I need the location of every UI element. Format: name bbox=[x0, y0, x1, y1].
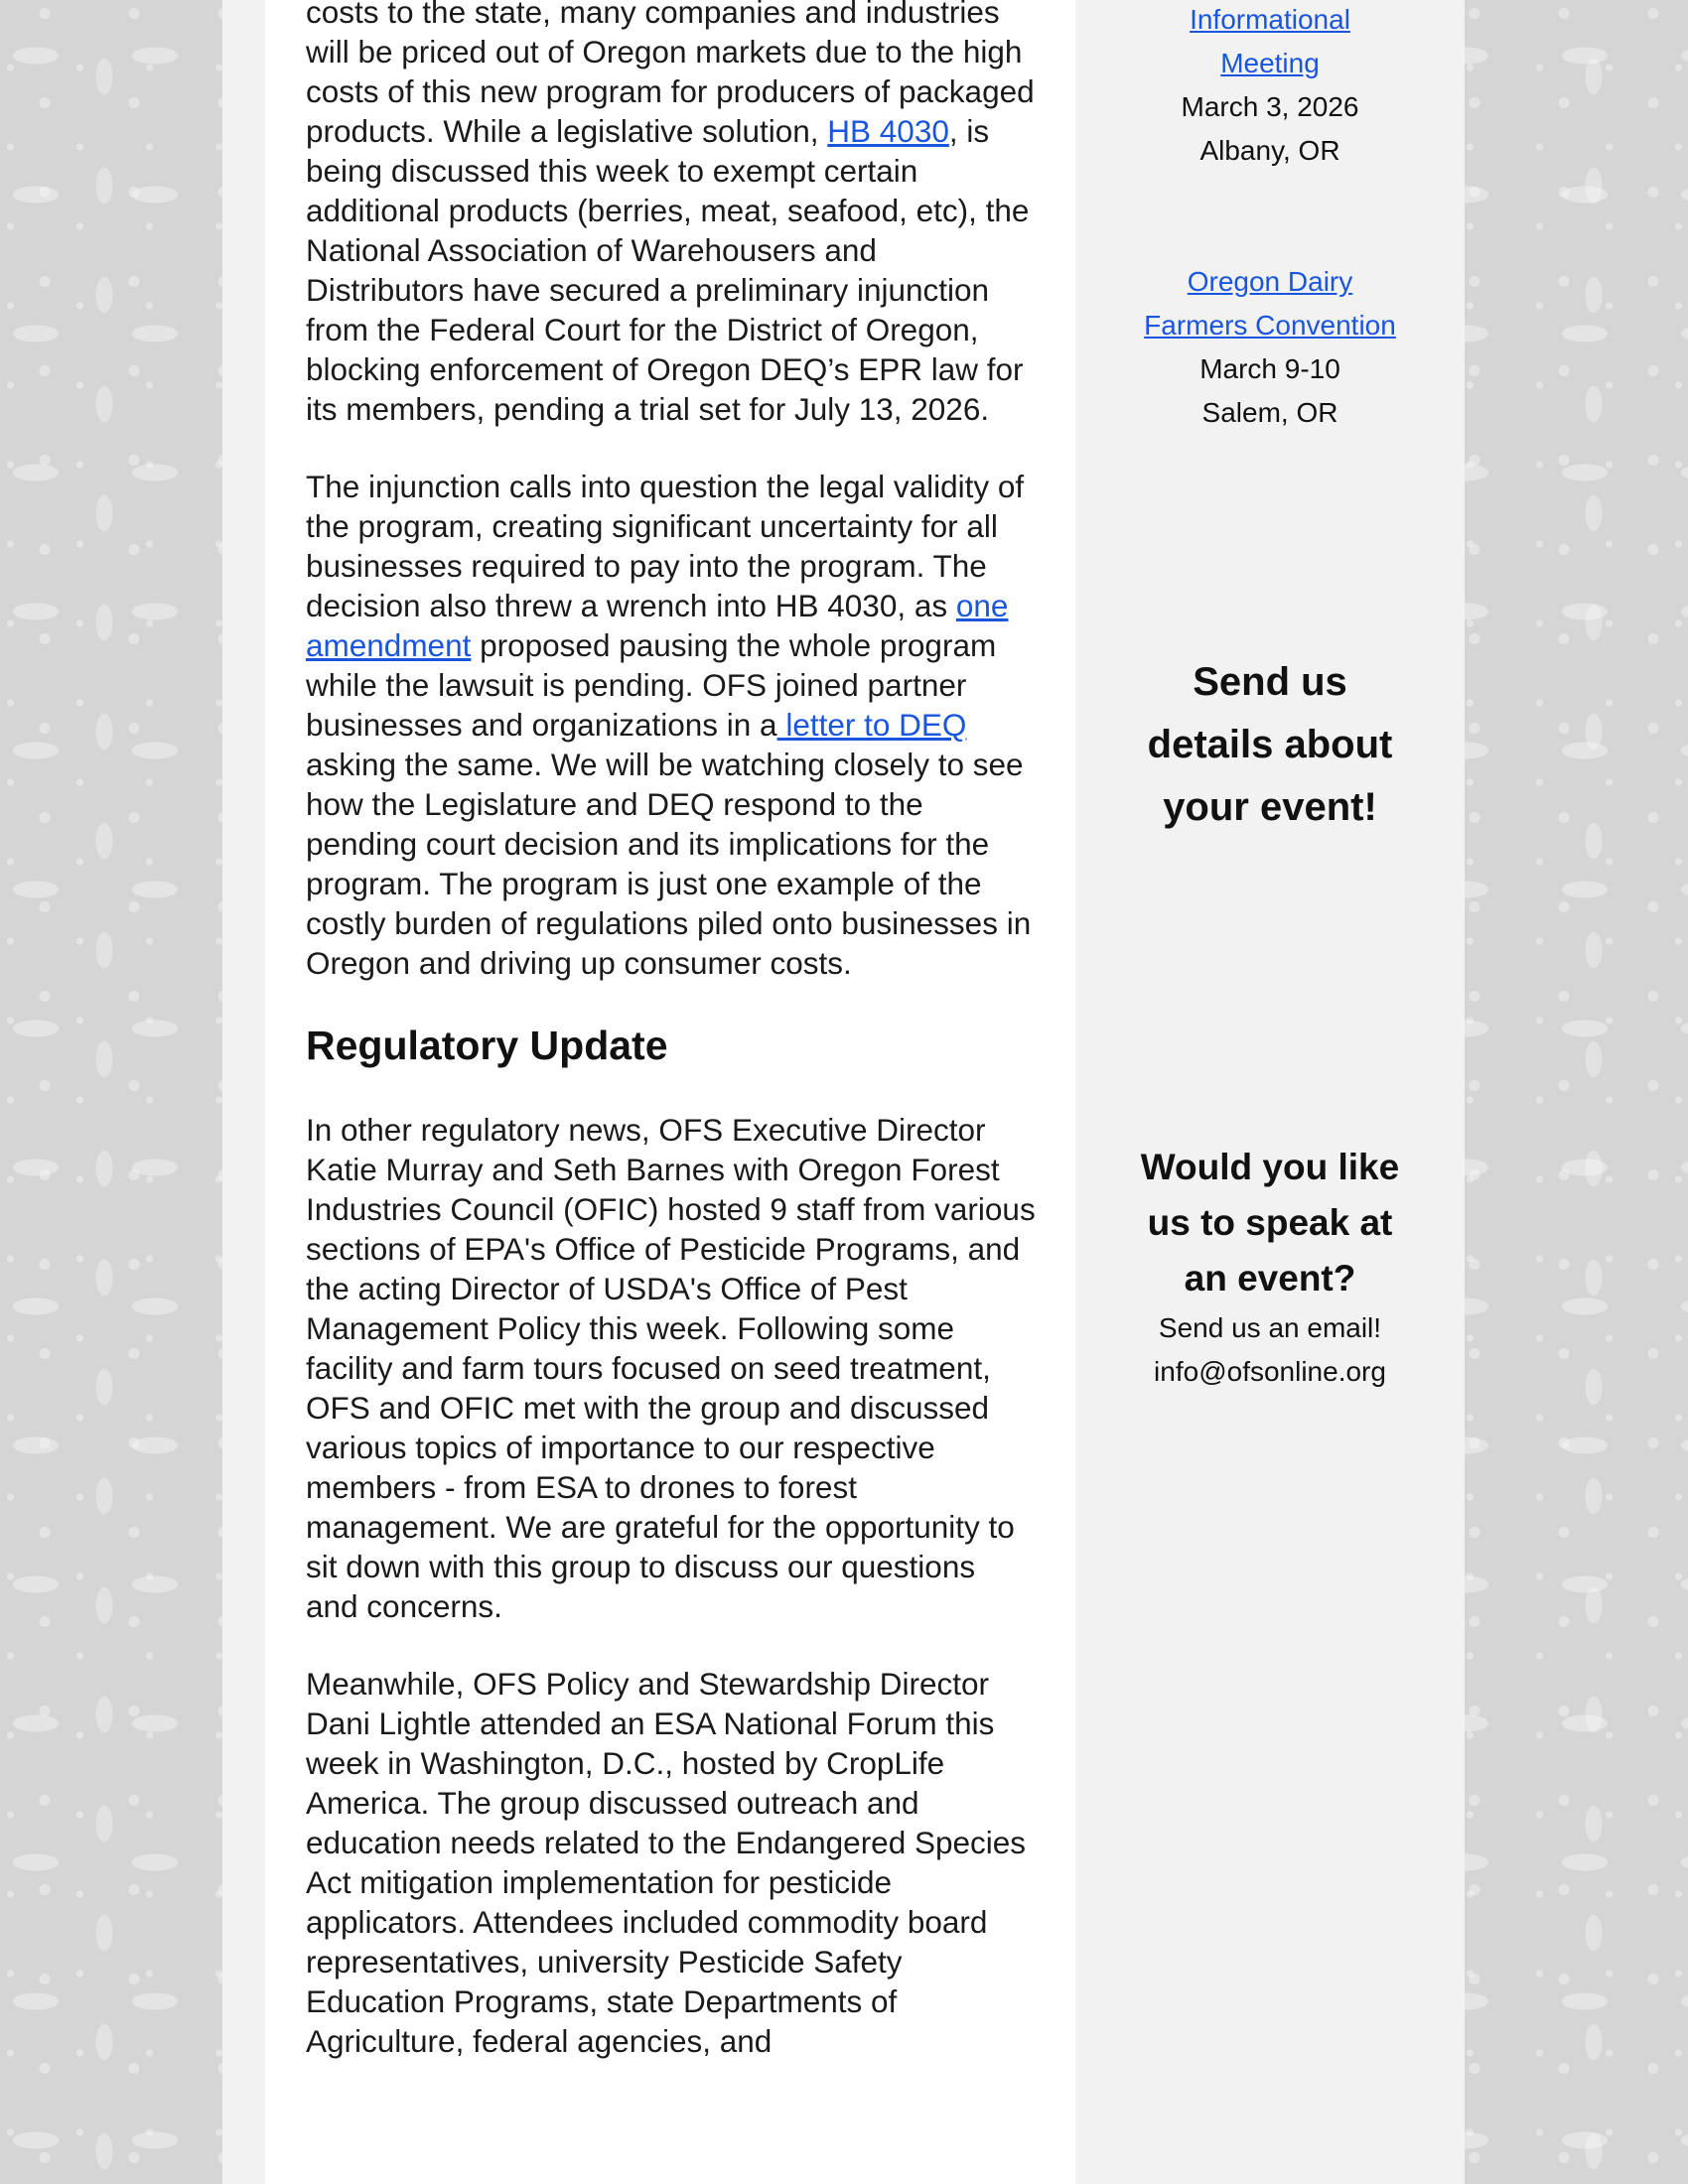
email-prompt: Send us an email! bbox=[1158, 1312, 1382, 1343]
paragraph-injunction: The injunction calls into question the legal validity of the program, creating significant uncertainty for all businesses required to pay into the program. The decision also threw a wrench into HB 4030, as one amendment proposed pausing the whole program while the lawsuit is pending. OFS joined partner businesses and organizations in a letter to DEQ asking the same. We will be watching closely to see how the Legislature and DEQ respond to the pending court decision and its implications for the program. The program is just one example of the costly burden of regulations piled onto businesses in Oregon and driving up consumer costs. bbox=[306, 469, 1032, 981]
sidebar bbox=[1075, 0, 1465, 2184]
one-amendment-link[interactable]: one amendment bbox=[306, 588, 1009, 663]
event-date: March 9-10 bbox=[1199, 353, 1340, 384]
paragraph-epr-cost: costs to the state, many companies and industries will be priced out of Oregon markets due to the high costs of this new program for producers of packaged products. While a legislative solution, HB 4030, is being discussed this week to exempt certain additional products (berries, meat, seafood, etc), the National Association of Warehousers and Distributors have secured a preliminary injunction from the Federal Court for the District of Oregon, blocking enforcement of Oregon DEQ’s EPR law for its members, pending a trial set for July 13, 2026. bbox=[306, 0, 1035, 427]
speak-at-event-callout bbox=[1075, 1140, 1465, 1394]
paragraph-epa-visit: In other regulatory news, OFS Executive Director Katie Murray and Seth Barnes with Oregon Forest Industries Council (OFIC) hosted 9 staff from various sections of EPA's Office of Pesticide Programs, and the acting Director of USDA's Office of Pest Management Policy this week. Following some facility and farm tours focused on seed treatment, OFS and OFIC met with the group and discussed various topics of importance to our respective members - from ESA to drones to forest management. We are grateful for the opportunity to sit down with this group to discuss our questions and concerns. bbox=[306, 1112, 1036, 1624]
event-location: Salem, OR bbox=[1201, 397, 1338, 428]
paragraph-esa-forum: Meanwhile, OFS Policy and Stewardship Director Dani Lightle attended an ESA National Forum this week in Washington, D.C., hosted by CropLife America. The group discussed outreach and education needs related to the Endangered Species Act mitigation implementation for pesticide applicators. Attendees included commodity board representatives, university Pesticide Safety Education Programs, state Departments of Agriculture, federal agencies, and bbox=[306, 1666, 1027, 2059]
send-event-details-callout: Send us details about your event! bbox=[1147, 660, 1393, 829]
main-column bbox=[265, 0, 1075, 2184]
contact-email[interactable]: info@ofsonline.org bbox=[1154, 1356, 1386, 1387]
hb-4030-link[interactable]: HB 4030 bbox=[827, 113, 949, 149]
article-body bbox=[306, 0, 1036, 2099]
event-location: Albany, OR bbox=[1199, 135, 1340, 166]
regulatory-update-heading: Regulatory Update bbox=[306, 1023, 668, 1068]
event-date: March 3, 2026 bbox=[1181, 91, 1359, 122]
event-title-link[interactable]: Informational Meeting bbox=[1190, 4, 1350, 78]
event-title-link[interactable]: Oregon Dairy Farmers Convention bbox=[1144, 266, 1396, 341]
event-item bbox=[1075, 0, 1465, 173]
letter-to-deq-link[interactable]: letter to DEQ bbox=[776, 707, 967, 743]
event-item bbox=[1075, 260, 1465, 435]
speak-at-event-heading: Would you like us to speak at an event? bbox=[1140, 1147, 1400, 1298]
